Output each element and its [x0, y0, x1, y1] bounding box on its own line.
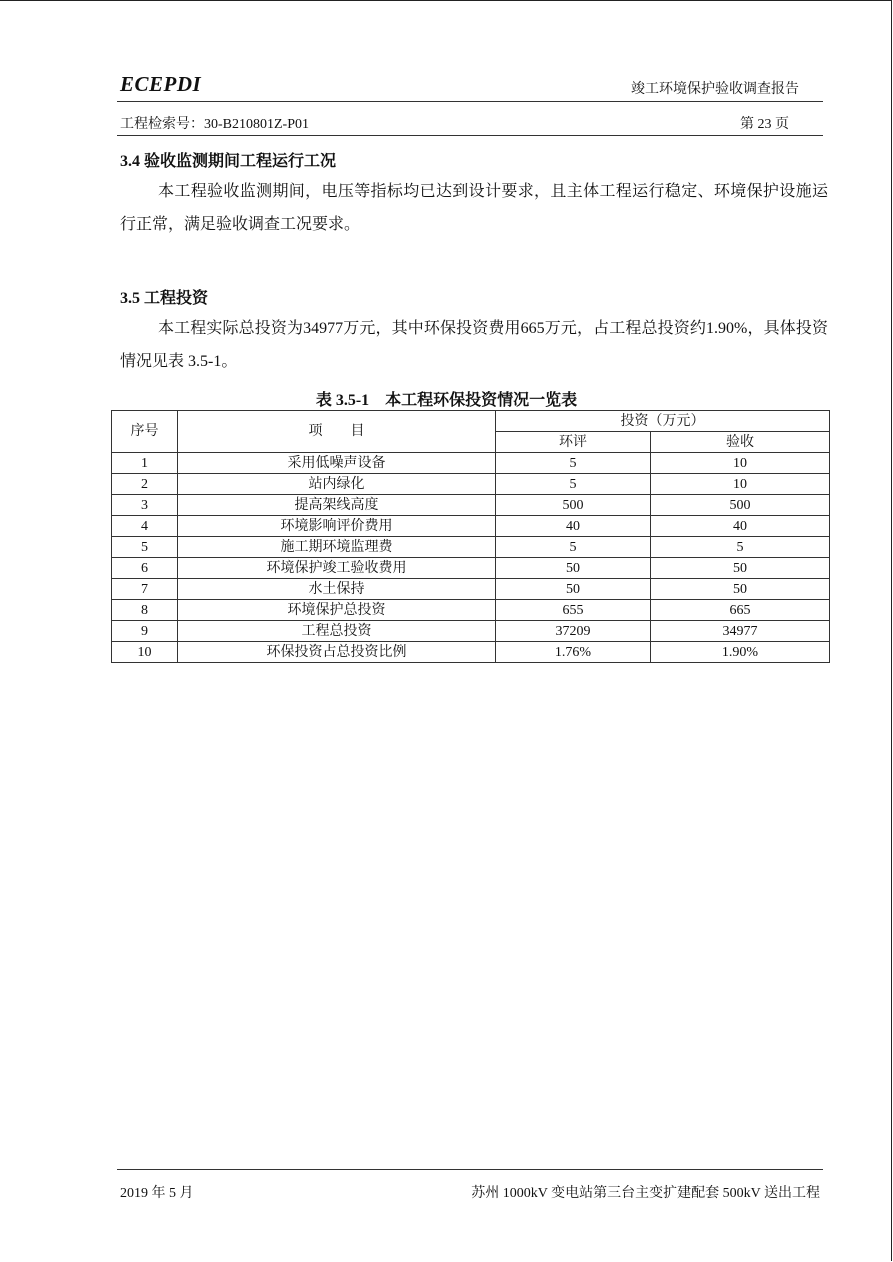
cell-no: 9 [112, 621, 178, 642]
header-acceptance: 验收 [651, 432, 830, 453]
cell-item: 站内绿化 [178, 474, 496, 495]
cell-acceptance: 10 [651, 474, 830, 495]
cell-acceptance: 10 [651, 453, 830, 474]
company-logo: ECEPDI [120, 72, 202, 96]
cell-no: 2 [112, 474, 178, 495]
header-item: 项 目 [178, 411, 496, 453]
page-number: 第 23 页 [740, 117, 789, 132]
cell-acceptance: 50 [651, 558, 830, 579]
cell-item: 施工期环境监理费 [178, 537, 496, 558]
cell-eia: 50 [496, 558, 651, 579]
table-row [112, 453, 830, 474]
cell-item: 水土保持 [178, 579, 496, 600]
cell-eia: 5 [496, 474, 651, 495]
table-row [112, 537, 830, 558]
header-eia: 环评 [496, 432, 651, 453]
section-heading-3-5: 3.5 工程投资 [120, 290, 209, 307]
cell-no: 7 [112, 579, 178, 600]
cell-item: 环保投资占总投资比例 [178, 642, 496, 663]
cell-eia: 40 [496, 516, 651, 537]
cell-acceptance: 50 [651, 579, 830, 600]
cell-item: 工程总投资 [178, 621, 496, 642]
header-no: 序号 [112, 411, 178, 453]
table-caption: 表 3.5-1 本工程环保投资情况一览表 [315, 392, 578, 409]
cell-no: 10 [112, 642, 178, 663]
section-paragraph-3-5: 本工程实际总投资为34977万元，其中环保投资费用665万元，占工程总投资约1.90%，具体投资情况见表 3.5-1。 [120, 320, 828, 370]
report-title: 竣工环境保护验收调查报告 [631, 82, 799, 97]
cell-eia: 5 [496, 537, 651, 558]
table-row [112, 579, 830, 600]
cell-eia: 500 [496, 495, 651, 516]
investment-table [111, 410, 830, 663]
footer-project: 苏州 1000kV 变电站第三台主变扩建配套 500kV 送出工程 [471, 1186, 820, 1201]
section-heading-3-4: 3.4 验收监测期间工程运行工况 [120, 153, 337, 170]
table-row [112, 474, 830, 495]
section-paragraph-3-4: 本工程验收监测期间，电压等指标均已达到设计要求，且主体工程运行稳定、环境保护设施运行正常，满足验收调查工况要求。 [120, 183, 828, 233]
cell-eia: 37209 [496, 621, 651, 642]
cell-acceptance: 5 [651, 537, 830, 558]
footer-divider [117, 1169, 823, 1170]
table-row [112, 495, 830, 516]
cell-acceptance: 34977 [651, 621, 830, 642]
cell-item: 采用低噪声设备 [178, 453, 496, 474]
header-investment: 投资（万元） [496, 411, 830, 432]
cell-acceptance: 665 [651, 600, 830, 621]
table-row [112, 558, 830, 579]
retrieval-number: 工程检索号：30-B210801Z-P01 [120, 117, 309, 132]
table-row [112, 516, 830, 537]
cell-eia: 1.76% [496, 642, 651, 663]
cell-item: 环境保护总投资 [178, 600, 496, 621]
table-row [112, 621, 830, 642]
cell-item: 环境影响评价费用 [178, 516, 496, 537]
cell-item: 提高架线高度 [178, 495, 496, 516]
header-bottom-divider [117, 135, 823, 136]
cell-eia: 655 [496, 600, 651, 621]
footer-date: 2019 年 5 月 [120, 1186, 194, 1201]
cell-acceptance: 1.90% [651, 642, 830, 663]
cell-no: 4 [112, 516, 178, 537]
table-row [112, 600, 830, 621]
cell-eia: 5 [496, 453, 651, 474]
cell-item: 环境保护竣工验收费用 [178, 558, 496, 579]
cell-no: 8 [112, 600, 178, 621]
cell-no: 1 [112, 453, 178, 474]
cell-no: 6 [112, 558, 178, 579]
cell-acceptance: 40 [651, 516, 830, 537]
cell-no: 3 [112, 495, 178, 516]
cell-eia: 50 [496, 579, 651, 600]
cell-no: 5 [112, 537, 178, 558]
table-row [112, 642, 830, 663]
header-divider [117, 101, 823, 102]
cell-acceptance: 500 [651, 495, 830, 516]
